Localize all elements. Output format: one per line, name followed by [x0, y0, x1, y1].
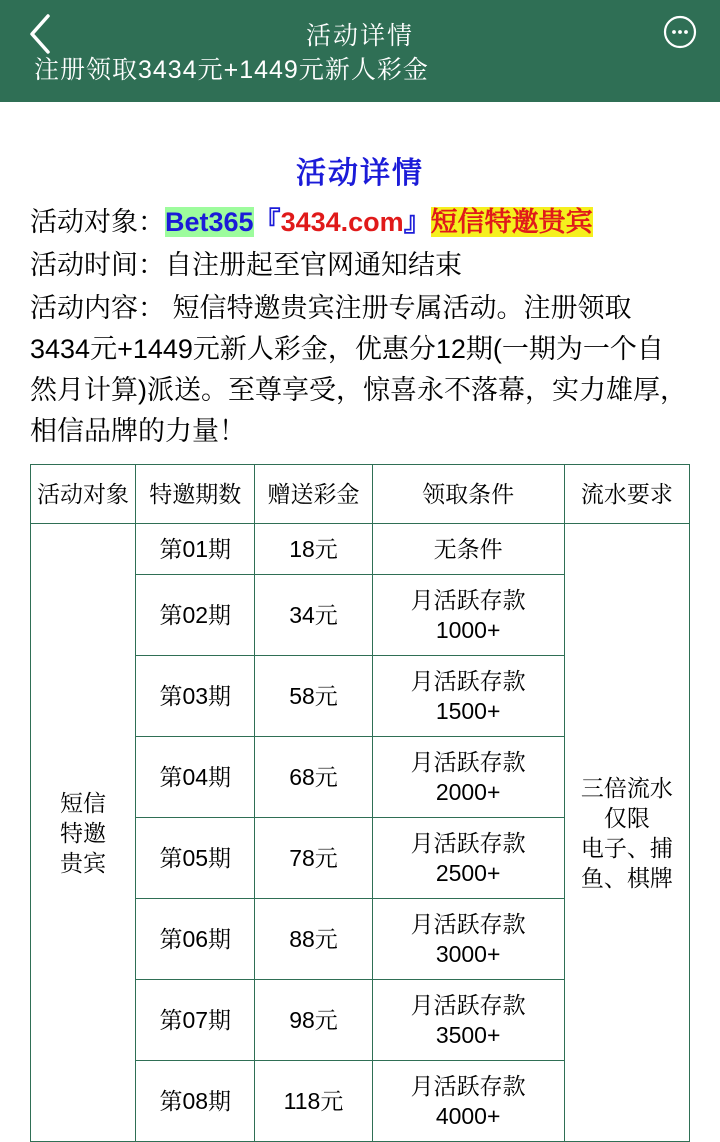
activity-content-value: 短信特邀贵宾注册专属活动。注册领取3434元+1449元新人彩金，优惠分12期(一期为一个自然月计算)派送。至尊享受，惊喜永不落幕，实力雄厚，相信品牌的力量！	[30, 293, 687, 446]
table-cell-condition	[372, 1061, 564, 1142]
table-cell-condition	[372, 899, 564, 980]
brace-open: 『	[253, 207, 281, 237]
table-cell-bonus: 58元	[255, 656, 372, 737]
brand-name: Bet365	[165, 207, 254, 237]
condition-line-1: 月活跃存款	[410, 830, 526, 856]
table-cell-condition	[372, 656, 564, 737]
table-header-flow: 流水要求	[564, 465, 689, 524]
table-cell-period: 第06期	[136, 899, 255, 980]
activity-content-label: 活动内容：	[30, 293, 165, 323]
condition-line-1: 月活跃存款	[410, 911, 526, 937]
condition-line-1: 无条件	[433, 536, 503, 562]
condition-line-2: 3000+	[435, 941, 501, 967]
table-header-bonus: 赠送彩金	[255, 465, 372, 524]
object-line-2: 特邀	[60, 819, 107, 846]
activity-target-row	[30, 202, 690, 243]
activity-content-row	[30, 288, 690, 452]
flow-line-2: 仅限	[603, 804, 650, 831]
condition-line-2: 2500+	[435, 860, 501, 886]
more-circle-icon	[663, 15, 697, 54]
promo-banner	[0, 56, 720, 102]
object-line-1: 短信	[60, 789, 107, 816]
more-menu-button[interactable]	[660, 14, 700, 54]
table-cell-bonus: 88元	[255, 899, 372, 980]
table-cell-condition	[372, 524, 564, 575]
page-title: 活动详情	[305, 22, 414, 50]
activity-time-value: 自注册起至官网通知结束	[165, 250, 462, 280]
activity-time-label: 活动时间：	[30, 250, 165, 280]
domain-name: 3434.com	[280, 207, 404, 237]
table-header-condition: 领取条件	[372, 465, 564, 524]
table-cell-condition	[372, 980, 564, 1061]
chevron-left-icon	[27, 13, 53, 55]
activity-target-label: 活动对象：	[30, 207, 165, 237]
table-cell-period: 第08期	[136, 1061, 255, 1142]
flow-line-1: 三倍流水	[580, 774, 673, 801]
table-cell-period: 第01期	[136, 524, 255, 575]
table-cell-period: 第03期	[136, 656, 255, 737]
condition-line-1: 月活跃存款	[410, 992, 526, 1018]
table-cell-bonus: 118元	[255, 1061, 372, 1142]
condition-line-1: 月活跃存款	[410, 1073, 526, 1099]
vip-tag: 短信特邀贵宾	[430, 207, 593, 237]
table-cell-bonus: 34元	[255, 575, 372, 656]
table-cell-period: 第04期	[136, 737, 255, 818]
document-title: 活动详情	[296, 157, 424, 190]
activity-time-row	[30, 245, 690, 286]
table-cell-bonus: 98元	[255, 980, 372, 1061]
bonus-schedule-table	[30, 464, 690, 1142]
table-cell-condition	[372, 575, 564, 656]
condition-line-1: 月活跃存款	[410, 668, 526, 694]
table-cell-condition	[372, 818, 564, 899]
table-header-object: 活动对象	[31, 465, 136, 524]
flow-line-3: 电子、捕	[580, 834, 673, 861]
table-header-row	[31, 465, 690, 524]
table-cell-flow	[564, 524, 689, 1142]
object-line-3: 贵宾	[60, 849, 107, 876]
condition-line-2: 1000+	[435, 617, 501, 643]
condition-line-2: 1500+	[435, 698, 501, 724]
condition-line-2: 4000+	[435, 1103, 501, 1129]
table-cell-object	[31, 524, 136, 1142]
table-cell-bonus: 78元	[255, 818, 372, 899]
condition-line-2: 2000+	[435, 779, 501, 805]
condition-line-1: 月活跃存款	[410, 587, 526, 613]
table-row	[31, 524, 690, 575]
brace-close: 』	[403, 207, 431, 237]
condition-line-2: 3500+	[435, 1022, 501, 1048]
table-cell-bonus: 18元	[255, 524, 372, 575]
promo-banner-text: 注册领取3434元+1449元新人彩金	[34, 56, 429, 84]
table-cell-bonus: 68元	[255, 737, 372, 818]
flow-line-4: 鱼、棋牌	[580, 864, 673, 891]
table-cell-period: 第07期	[136, 980, 255, 1061]
content-area	[0, 148, 720, 1142]
table-header-period: 特邀期数	[136, 465, 255, 524]
table-cell-period: 第02期	[136, 575, 255, 656]
table-cell-condition	[372, 737, 564, 818]
condition-line-1: 月活跃存款	[410, 749, 526, 775]
table-cell-period: 第05期	[136, 818, 255, 899]
